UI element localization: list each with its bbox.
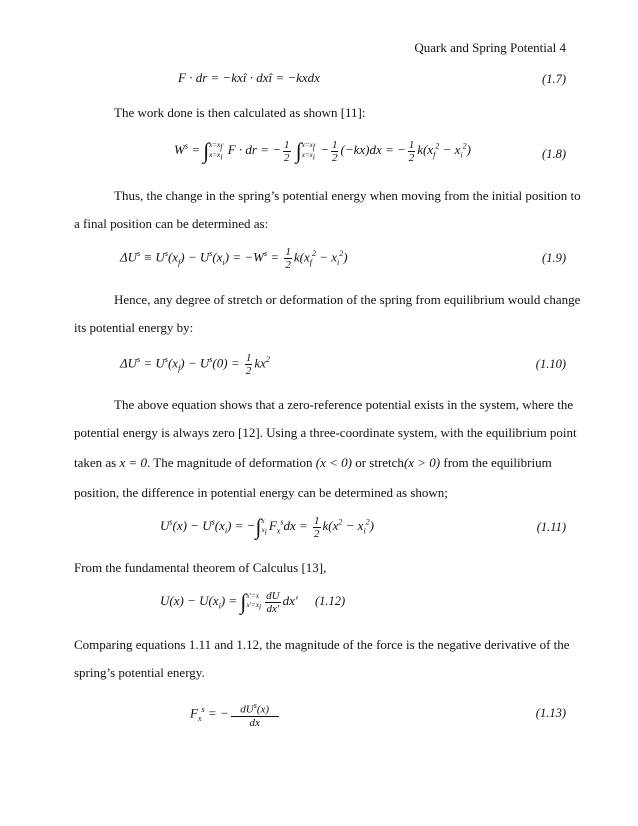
paragraph-hence-line2: its potential energy by:: [74, 320, 194, 335]
equation-1-9: $\Delta U^s \equiv U^s(x_f) - U^s(x_i) = -W^s$ = $\frac{1}{2}$ $k(x_f^2 - x_i^2)$: [120, 246, 348, 271]
equation-1-8: $W^s = \int x=x_f$ $x=x_i$ F · dr = − $\frac{1}{2}$ $\int x=x_f$ $x=x_i$ − $\frac{1}{2}$ (−kx)dx = − $\frac{1}{2}$ $k(x_f^2 - x_i^2)$: [174, 138, 472, 164]
paragraph-zero-ref-line3: taken as x = 0. The magnitude of deformation (x < 0) or stretch(x > 0) from the equilibrium: [74, 455, 552, 470]
paragraph-zero-ref-line1: The above equation shows that a zero-reference potential exists in the system, where the: [114, 397, 574, 412]
equation-number-1-7: (1.7): [542, 72, 566, 86]
equation-1-7: F · dr = −kxî · dxî = −kxdx: [178, 70, 320, 85]
paragraph-change-line2: a final position can be determined as:: [74, 216, 269, 231]
inline-math-stretch: (x > 0): [403, 455, 441, 470]
paragraph-calculus: From the fundamental theorem of Calculus [13],: [74, 560, 327, 575]
paragraph-zero-ref-line2: potential energy is always zero [12]. Using a three-coordinate system, with the equilibrium point: [74, 425, 577, 440]
paragraph-work-done: The work done is then calculated as shown [11]:: [114, 105, 366, 120]
equation-number-1-8: (1.8): [542, 147, 566, 161]
equation-number-1-13: (1.13): [535, 706, 566, 720]
equation-number-1-11: (1.11): [536, 520, 566, 534]
running-header: Quark and Spring Potential 4: [414, 40, 566, 55]
paragraph-comparing-line2: spring’s potential energy.: [74, 665, 205, 680]
paragraph-change-line1: Thus, the change in the spring’s potential energy when moving from the initial position to: [114, 188, 581, 203]
equation-1-12: $U(x) - U(x_i) = \int x'=x$ $x'=x_i$ $\frac{dU}{dx'}$ dx′ (1.12): [160, 589, 346, 615]
equation-number-1-12: (1.12): [314, 593, 346, 608]
equation-1-13: $F_x^s$ = − $\frac{dU^s(x)}{dx}$: [190, 700, 281, 729]
inline-math-xi: x = 0: [119, 455, 148, 470]
paragraph-zero-ref-line4: position, the difference in potential energy can be determined as shown;: [74, 485, 448, 500]
equation-1-11: $U^s(x) - U^s(x_i) = -\int x$ $x_i$ $F_x^sdx$ = $\frac{1}{2}$ $k(x^2 - x_i^2)$: [160, 514, 375, 540]
equation-number-1-9: (1.9): [542, 251, 566, 265]
paragraph-hence-line1: Hence, any degree of stretch or deformation of the spring from equilibrium would change: [114, 292, 581, 307]
equation-number-1-10: (1.10): [535, 357, 566, 371]
paragraph-comparing-line1: Comparing equations 1.11 and 1.12, the magnitude of the force is the negative derivative of the: [74, 637, 570, 652]
inline-math-compress: (x < 0): [315, 455, 352, 470]
equation-1-10: $\Delta U^s = U^s(x_f) - U^s(0)$ = $\frac{1}{2}$ $kx^2$: [120, 352, 270, 377]
